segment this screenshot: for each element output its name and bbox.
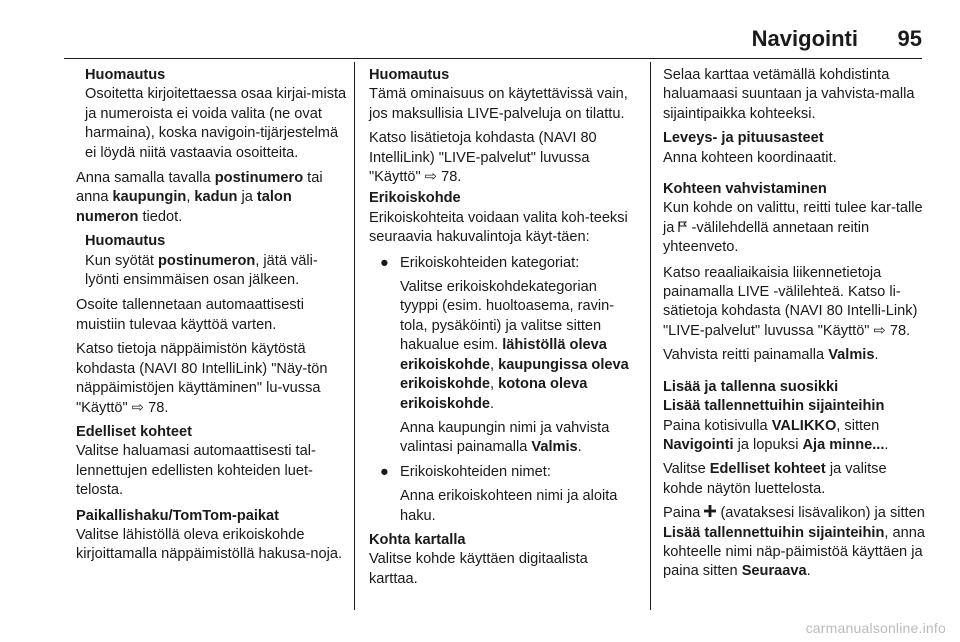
column-3: [663, 66, 929, 587]
page-number: 95: [897, 26, 922, 51]
paragraph: Katso reaaliaikaisia liikennetietoja painamalla LIVE -välilehteä. Katso li-sätietoja kohdasta (NAVI 80 Intelli-Link) "LIVE-palvelut" luvussa "Käyttö" ⇨ 78.: [663, 264, 929, 342]
section-heading: Leveys- ja pituusasteet: [663, 130, 824, 147]
section-heading: Kohteen vahvistaminen: [663, 181, 827, 198]
bullet-icon: ●: [380, 254, 389, 271]
note-title: Huomautus: [85, 67, 166, 83]
paragraph: Valitse Edelliset kohteet ja valitse kohde näytön luettelosta.: [663, 461, 887, 497]
section: [76, 507, 348, 565]
column-2: [369, 66, 639, 595]
header-divider: [64, 58, 922, 59]
section-text: Erikoiskohteita voidaan valita koh-teeksi seuraavia hakuvalintoja käyt-täen:: [369, 209, 628, 246]
page-header-title: Navigointi: [751, 26, 858, 51]
section-text: Valitse kohde käyttäen digitaalista karttaa.: [369, 551, 588, 587]
list-item: ● Erikoiskohteiden nimet: Anna erikoiskohteen nimi ja aloita haku.: [380, 463, 618, 524]
page-ref-arrow-icon: ⇨: [424, 169, 438, 186]
note-text: Tämä ominaisuus on käytettävissä vain, jos maksullisia LIVE-palveluja on tilattu.: [369, 86, 628, 122]
note-title: Huomautus: [85, 233, 166, 250]
note-text: Osoitetta kirjoitettaessa osaa kirjai-mista ja numeroista ei voida valita (ne ovat harmaina), koska navigoin-tijärjestelmä ei löydä niitä vastaavia osoitteita.: [85, 86, 347, 161]
paragraph: Paina kotisivulla VALIKKO, sitten Navigointi ja lopuksi Aja minne....: [663, 417, 889, 453]
paragraph: Osoite tallennetaan automaattisesti muistiin tulevaa käyttöä varten.: [76, 297, 304, 333]
page-ref-arrow-icon: ⇨: [873, 322, 886, 339]
section-subheading: Lisää tallennettuihin sijainteihin: [663, 398, 885, 415]
plus-icon: [704, 504, 716, 523]
section: [663, 378, 929, 417]
section-heading: Paikallishaku/TomTom-paikat: [76, 507, 280, 524]
note-box: [369, 66, 639, 187]
section-text: Anna kohteen koordinaatit.: [663, 149, 837, 166]
column-1: [76, 66, 348, 571]
section: [369, 189, 639, 247]
column-divider-1: [354, 62, 355, 610]
note-text: Katso lisätietoja kohdasta (NAVI 80 IntelliLink) "LIVE-palvelut" luvussa "Käyttö" ⇨ 78.: [369, 129, 639, 187]
paragraph: Katso tietoja näppäimistön käytöstä kohdasta (NAVI 80 IntelliLink) "Näy-tön näppäimistöjen käyttäminen" lu-vussa "Käyttö" ⇨ 78.: [76, 340, 348, 418]
section-text: Valitse haluamasi automaattisesti tal-lennettujen edellisten kohteiden luet-telosta.: [76, 443, 316, 499]
column-divider-2: [650, 62, 651, 610]
page-ref-arrow-icon: ⇨: [131, 399, 145, 416]
paragraph: Vahvista reitti painamalla Valmis.: [663, 347, 879, 364]
watermark: carmanualsonline.info: [805, 620, 946, 636]
section: [369, 531, 639, 589]
section-heading: Kohta kartalla: [369, 531, 466, 548]
note-title: Huomautus: [369, 67, 450, 83]
section-heading: Erikoiskohde: [369, 190, 461, 207]
paragraph: Paina (avataksesi lisävalikon) ja sitten Lisää tallennettuihin sijainteihin, anna kohteelle nimi näp-päimistöä käyttäen ja paina sitten Seuraava.: [663, 505, 925, 580]
bullet-icon: ●: [380, 463, 389, 480]
section: Kohteen vahvistaminen Kun kohde on valittu, reitti tulee kar-talle ja -välilehdellä annetaan reitin yhteenveto.: [663, 180, 929, 258]
note-box: Huomautus Kun syötät postinumeron, jätä väli-lyönti ensimmäisen osan jälkeen.: [76, 232, 348, 290]
paragraph: Anna samalla tavalla postinumero tai anna kaupungin, kadun ja talon numeron tiedot.: [76, 170, 323, 225]
paragraph: Selaa karttaa vetämällä kohdistinta haluamaasi suuntaan ja vahvista-malla sijaintipaikka kohteeksi.: [663, 67, 915, 122]
section-heading: Edelliset kohteet: [76, 423, 192, 440]
section: [76, 423, 348, 501]
note-box: [76, 66, 348, 163]
section: [663, 129, 929, 168]
section-heading: Lisää ja tallenna suosikki: [663, 378, 839, 395]
list-item: ● Erikoiskohteiden kategoriat: Valitse erikoiskohdekategorian tyyppi (esim. huoltoasema, ravin-tola, pysäköinti) ja valitse sitten hakualue esim. lähistöllä oleva erikoiskohde, kaupungissa oleva erikoiskohde, kotona oleva erikoiskohde. Anna kaupungin nimi ja vahvista valintasi painamalla Valmis.: [380, 254, 629, 456]
section-text: Valitse lähistöllä oleva erikoiskohde kirjoittamalla näppäimistöllä hakusa-noja.: [76, 526, 343, 563]
